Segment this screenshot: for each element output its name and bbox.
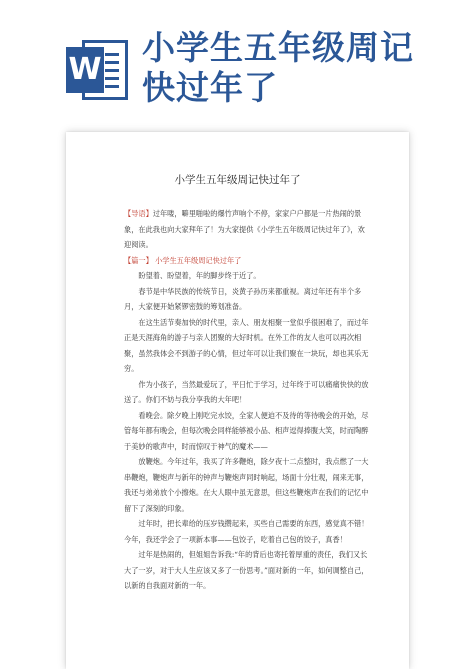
word-w-badge: W bbox=[66, 47, 104, 93]
icon-line bbox=[105, 85, 119, 88]
section-heading bbox=[124, 253, 369, 269]
icon-line bbox=[105, 77, 119, 80]
icon-line bbox=[105, 69, 119, 72]
body-paragraph: 春节是中华民族的传统节日，炎黄子孙历来都重视。离过年还有半个多月，大家便开始紧锣密鼓的筹划准备。 bbox=[124, 286, 362, 311]
document-body bbox=[124, 206, 369, 594]
banner-title-line1: 小学生五年级周记 bbox=[142, 28, 414, 67]
banner bbox=[0, 0, 474, 128]
body-paragraph: 过年是热闹的，但姐姐告诉我:“年的背后也寄托着厚重的责任，我们又长大了一岁，对于大人生应该又多了一份思考。”面对新的一年，如何调整自己，以新的自我面对新的一年。 bbox=[124, 550, 369, 590]
icon-line bbox=[105, 53, 119, 56]
body-paragraph: 作为小孩子，当然最爱玩了，平日忙于学习，过年终于可以痛痛快快的放送了。你们不妨与我分享我的大年吧！ bbox=[124, 379, 369, 404]
document-title: 小学生五年级周记快过年了 bbox=[174, 174, 301, 186]
guide-text: 过年喽，噼里啪啦的爆竹声响个不停，家家户户都是一片热闹的景象，在此我也向大家拜年了！为大家提供《小学生五年级周记快过年了》，欢迎阅读。 bbox=[124, 209, 365, 249]
body-paragraph: 在这生活节奏加快的时代里，亲人、朋友相聚一堂似乎很困难了，而过年正是天涯海角的游子与亲人团聚的大好时机。在外工作的友人也可以再次相聚，虽然我体会不到游子的心情，但过年可以让我们聚在一块玩，却也其乐无穷。 bbox=[124, 317, 369, 373]
banner-title bbox=[142, 28, 462, 108]
section-title: 小学生五年级周记快过年了 bbox=[155, 255, 242, 265]
body-paragraph: 看晚会。除夕晚上刚吃完水饺，全家人便迫不及待的等待晚会的开始，尽管每年都有晚会，但每次晚会同样能够被小品、相声逗得捧腹大笑，时而陶醉于美妙的歌声中，时而惊叹于神气的魔术—— bbox=[124, 410, 369, 451]
body-paragraph: 过年时，把长辈给的压岁钱攒起来，买些自己需要的东西，感觉真不错！今年，我还学会了一项新本事——包饺子，吃着自己包的饺子，真香！ bbox=[124, 519, 369, 544]
body-paragraph: 盼望着、盼望着，年的脚步终于近了。 bbox=[138, 271, 261, 280]
banner-title-line2: 快过年了 bbox=[142, 68, 278, 107]
section-tag: 【篇一】 bbox=[124, 255, 153, 265]
guide-tag: 【导语】 bbox=[124, 209, 153, 218]
icon-line bbox=[105, 61, 119, 64]
guide-paragraph bbox=[124, 206, 369, 253]
body-paragraph: 放鞭炮。今年过年，我买了许多鞭炮，除夕夜十二点整时，我点燃了一大串鞭炮，鞭炮声与新年的钟声与鞭炮声同时响起，场面十分壮观，闹来无事，我还与弟弟放个小擦炮。在大人眼中虽无意思，但这些鞭炮声在我们的记忆中留下了深刻的印象。 bbox=[124, 457, 369, 513]
word-document-icon bbox=[66, 40, 128, 100]
document-page bbox=[66, 132, 409, 669]
